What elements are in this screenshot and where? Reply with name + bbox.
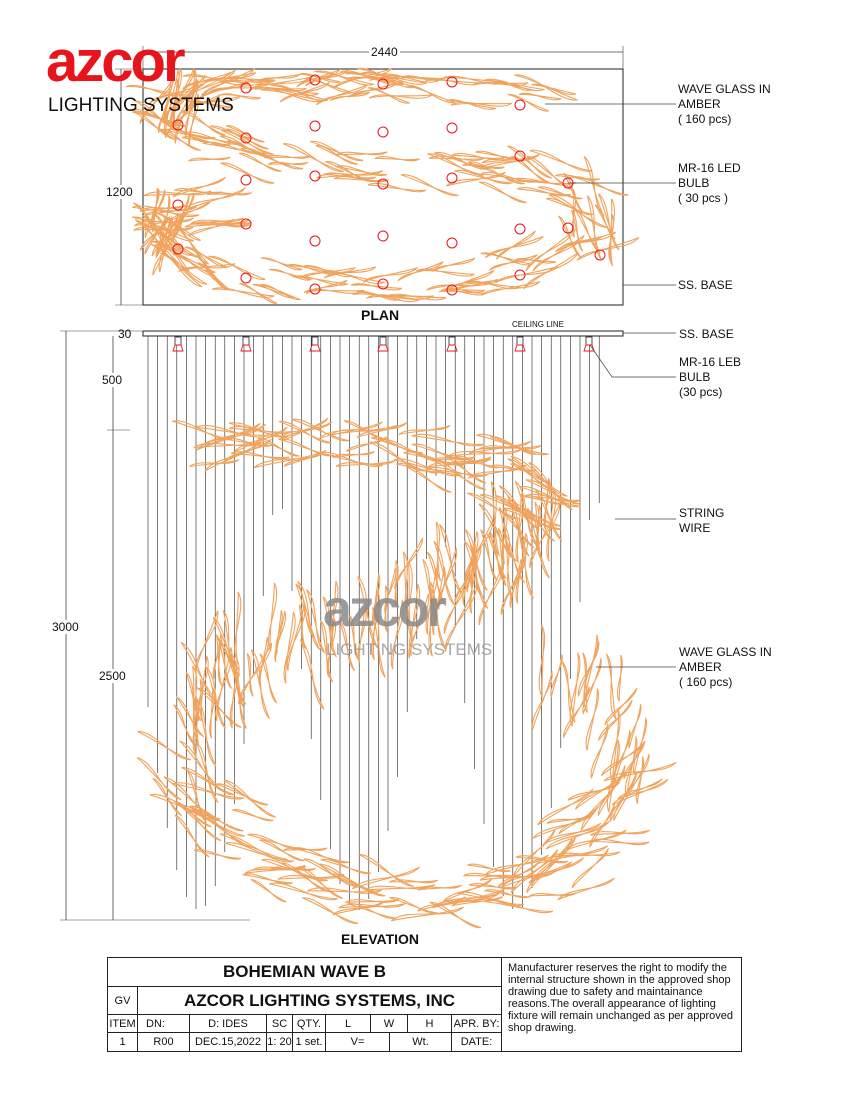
elevation-ss-base <box>143 331 623 336</box>
elevation-glass-piece <box>597 699 634 742</box>
plan-bulb-icon <box>447 173 457 183</box>
header-approved-by: APR. BY: <box>452 1015 502 1033</box>
plan-glass-piece <box>310 139 364 162</box>
elevation-bulb-icon <box>243 337 249 345</box>
drawing-code: GV <box>108 987 138 1015</box>
plan-bulb-icon <box>310 171 320 181</box>
title-block <box>107 957 742 1052</box>
plan-glass-piece <box>519 93 562 101</box>
plan-glass-piece <box>525 154 575 192</box>
manufacturer-note: Manufacturer reserves the right to modify the internal structure shown in the approved shop drawing due to safety and maintainance reasons.The overall appearance of lighting fixture will remain unchanged as per approved shop drawing. <box>508 962 734 1034</box>
elevation-bulb-icon <box>449 337 455 345</box>
elev-base-callout: SS. BASE <box>679 327 734 341</box>
plan-bulb-icon <box>447 123 457 133</box>
total-height-dimension: 3000 <box>52 620 79 634</box>
elevation-glass-piece <box>579 767 627 832</box>
elevation-glass-piece <box>557 876 615 902</box>
elevation-glass-piece <box>268 583 277 652</box>
elev-wire-callout: STRING WIRE <box>679 506 725 535</box>
elevation-bulb-icon <box>380 337 386 345</box>
plan-wave-glass-callout: WAVE GLASS IN AMBER ( 160 pcs) <box>678 82 771 126</box>
plan-bulb-icon <box>310 121 320 131</box>
value-qty: 1 set. <box>293 1033 326 1051</box>
watermark-logo-subtitle: LIGHTING SYSTEMS <box>326 640 493 659</box>
elevation-glass-piece <box>418 883 462 891</box>
plan-bulb-icon <box>378 231 388 241</box>
plan-glass-piece <box>260 283 301 301</box>
plan-glass-piece <box>315 83 368 107</box>
elevation-title: ELEVATION <box>341 931 420 947</box>
plan-glass-piece <box>406 84 456 105</box>
elevation-glass-piece <box>215 782 269 807</box>
value-dn: R00 <box>138 1033 190 1051</box>
elevation-bulb-icon <box>517 337 523 345</box>
plan-glass-piece <box>220 161 275 185</box>
elev-bulb-callout: MR-16 LEB BULB (30 pcs) <box>679 355 742 399</box>
plan-bulb-icon <box>241 273 251 283</box>
elevation-bulb-lamp <box>378 345 388 351</box>
elevation-glass-piece <box>234 592 240 661</box>
elevation-glass-piece <box>509 454 569 498</box>
elevation-glass-piece <box>346 435 389 454</box>
plan-bulb-icon <box>447 238 457 248</box>
elevation-glass-piece <box>298 865 345 900</box>
plan-glass-piece <box>531 83 576 96</box>
value-date: DEC.15,2022 <box>190 1033 267 1051</box>
value-approval-date: DATE: <box>452 1033 502 1051</box>
elev-bulb-leader <box>590 345 676 377</box>
plan-glass-piece <box>507 93 549 113</box>
plan-bulb-icon <box>378 279 388 289</box>
value-weight: Wt. <box>390 1033 452 1051</box>
elevation-bulb-icon <box>312 337 318 345</box>
elevation-bulb-icon <box>586 337 592 345</box>
plan-glass-piece <box>596 193 621 251</box>
watermark-logo-word: azcor <box>323 580 444 638</box>
elevation-glass-piece <box>189 458 239 469</box>
header-scale: SC <box>267 1015 293 1033</box>
plan-glass-piece <box>172 175 226 199</box>
plan-title: PLAN <box>361 307 400 323</box>
elevation-glass-piece <box>603 687 638 726</box>
elevation-glass-piece <box>232 808 274 822</box>
plan-base-callout: SS. BASE <box>678 278 733 292</box>
elevation-glass-piece <box>589 723 610 779</box>
elevation-glass-piece <box>627 704 642 749</box>
elevation-glass-piece <box>357 852 415 889</box>
header-qty: QTY. <box>293 1015 326 1033</box>
plan-glass-piece <box>351 283 402 290</box>
plan-glass-piece <box>188 155 230 162</box>
header-designer: D: IDES <box>190 1015 267 1033</box>
elevation-glass-piece <box>285 603 307 671</box>
elevation-glass-piece <box>512 828 557 878</box>
plan-glass-piece <box>260 256 303 271</box>
plan-glass-piece <box>416 269 475 277</box>
body-height-dimension: 2500 <box>99 669 126 683</box>
elevation-bulb-lamp <box>515 345 525 351</box>
ceiling-line-label: CEILING LINE <box>512 320 565 329</box>
header-w: W <box>371 1015 408 1033</box>
plan-bulb-icon <box>310 236 320 246</box>
plan-bulb-icon <box>515 224 525 234</box>
elevation-bulb-icon <box>175 337 181 345</box>
plan-glass-piece <box>495 264 559 286</box>
elevation-bulbs-group <box>173 337 594 351</box>
value-item: 1 <box>108 1033 138 1051</box>
header-l: L <box>326 1015 371 1033</box>
plan-bulb-callout: MR-16 LED BULB ( 30 pcs ) <box>678 161 741 205</box>
plan-width-dimension: 2440 <box>371 45 398 59</box>
plan-glass-piece <box>576 235 640 263</box>
elevation-bulb-lamp <box>584 345 594 351</box>
elevation-glass-piece <box>585 688 600 751</box>
value-volume: V= <box>326 1033 390 1051</box>
azcor-logo-subtitle: LIGHTING SYSTEMS <box>48 95 234 116</box>
plan-depth-dimension: 1200 <box>106 185 133 199</box>
elevation-wave-glass-group <box>135 416 676 929</box>
product-name: BOHEMIAN WAVE B <box>108 958 502 987</box>
elevation-bulb-lamp <box>173 345 183 351</box>
plan-glass-piece <box>375 157 420 161</box>
plan-glass-piece <box>336 150 388 157</box>
elevation-glass-piece <box>617 655 622 702</box>
plan-bulb-icon <box>378 127 388 137</box>
plan-bulb-icon <box>515 100 525 110</box>
drop-dimension: 500 <box>102 373 123 387</box>
elev-wave-glass-callout: WAVE GLASS IN AMBER ( 160 pcs) <box>679 645 772 689</box>
elevation-bulb-lamp <box>241 345 251 351</box>
header-item: ITEM <box>108 1015 138 1033</box>
value-scale: 1: 20 <box>267 1033 293 1051</box>
azcor-logo-word: azcor <box>46 29 183 94</box>
header-h: H <box>408 1015 452 1033</box>
header-dn: DN: <box>138 1015 190 1033</box>
company-name: AZCOR LIGHTING SYSTEMS, INC <box>138 987 502 1015</box>
plan-glass-piece <box>325 160 374 184</box>
plan-bulb-icon <box>241 175 251 185</box>
elevation-glass-piece <box>539 625 546 697</box>
base-thickness-dimension: 30 <box>118 327 132 341</box>
plan-glass-piece <box>368 183 426 193</box>
plan-glass-piece <box>582 156 607 218</box>
plan-view <box>115 46 676 305</box>
